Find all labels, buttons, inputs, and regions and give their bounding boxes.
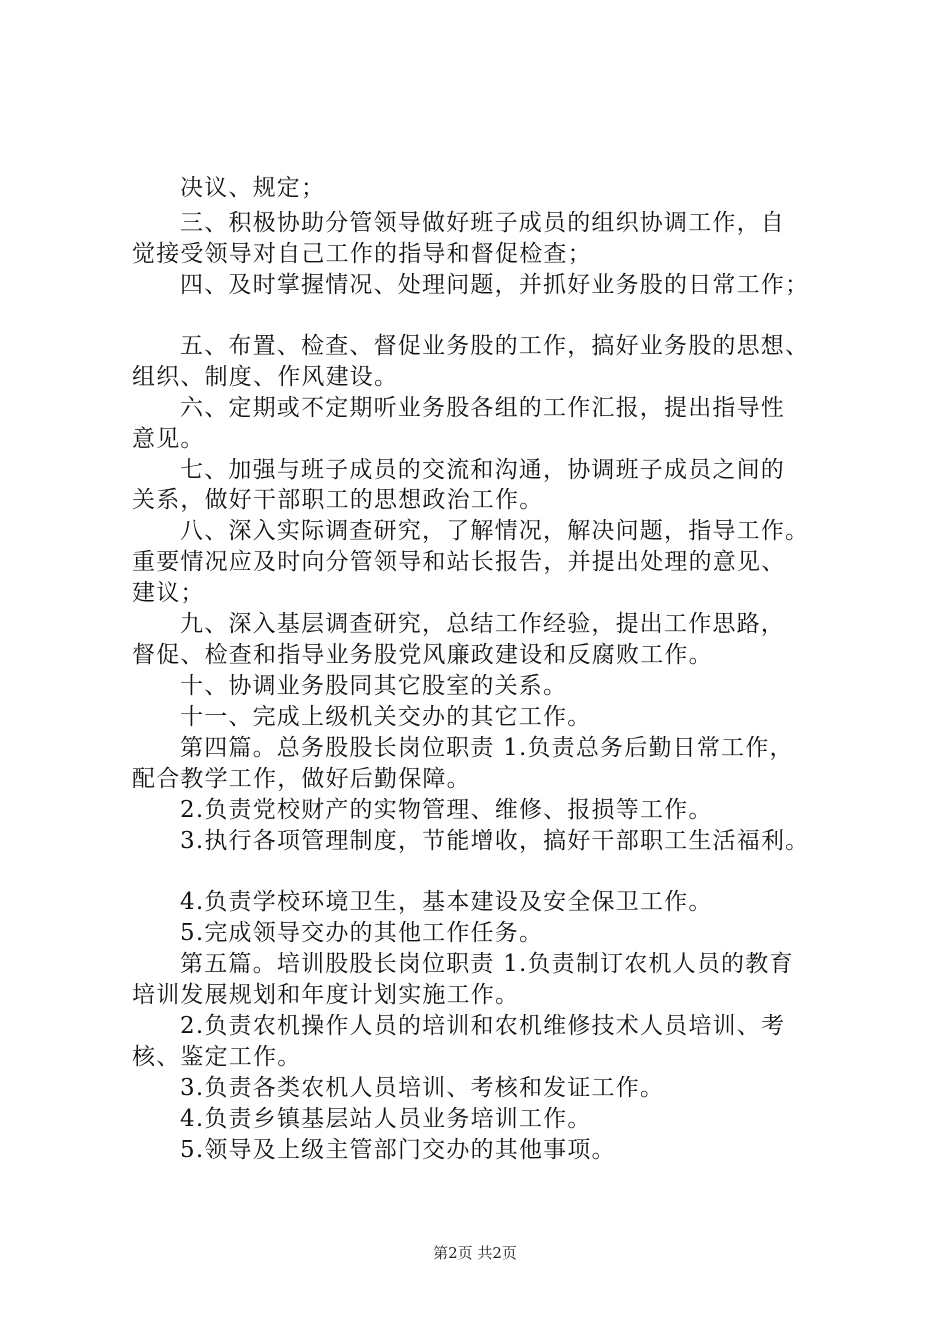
text-line-18: 第四篇。总务股股长岗位职责 1.负责总务后勤日常工作， [180,735,794,761]
page-number-footer: 第2页 共2页 [433,1244,517,1262]
text-line-8: 意见。 [132,426,205,452]
text-line-24: 第五篇。培训股股长岗位职责 1.负责制订农机人员的教育 [180,951,794,977]
text-line-22: 4.负责学校环境卫生，基本建设及安全保卫工作。 [180,889,713,915]
text-line-30: 5.领导及上级主管部门交办的其他事项。 [180,1137,616,1163]
text-line-6: 组织、制度、作风建设。 [132,364,399,390]
text-line-1: 决议、规定； [180,175,326,201]
text-line-17: 十一、完成上级机关交办的其它工作。 [180,704,592,730]
text-line-12: 重要情况应及时向分管领导和站长报告，并提出处理的意见、 [132,549,786,575]
text-line-11: 八、深入实际调查研究，了解情况，解决问题，指导工作。 [180,518,810,544]
text-line-15: 督促、检查和指导业务股党风廉政建设和反腐败工作。 [132,642,713,668]
text-line-13: 建议； [132,580,205,606]
text-line-28: 3.负责各类农机人员培训、考核和发证工作。 [180,1075,665,1101]
text-line-23: 5.完成领导交办的其他工作任务。 [180,920,544,946]
text-line-26: 2.负责农机操作人员的培训和农机维修技术人员培训、考 [180,1013,786,1039]
text-line-2: 三、积极协助分管领导做好班子成员的组织协调工作，自 [180,210,785,236]
text-line-14: 九、深入基层调查研究，总结工作经验，提出工作思路， [180,611,785,637]
text-line-10: 关系，做好干部职工的思想政治工作。 [132,487,544,513]
text-line-25: 培训发展规划和年度计划实施工作。 [132,982,520,1008]
text-line-3: 觉接受领导对自己工作的指导和督促检查； [132,241,592,267]
text-line-20: 2.负责党校财产的实物管理、维修、报损等工作。 [180,797,713,823]
text-line-16: 十、协调业务股同其它股室的关系。 [180,673,568,699]
text-line-9: 七、加强与班子成员的交流和沟通，协调班子成员之间的 [180,457,785,483]
text-line-4: 四、及时掌握情况、处理问题，并抓好业务股的日常工作； [180,272,810,298]
text-line-27: 核、鉴定工作。 [132,1044,302,1070]
text-line-21: 3.执行各项管理制度，节能增收，搞好干部职工生活福利。 [180,828,810,854]
text-line-19: 配合教学工作，做好后勤保障。 [132,766,471,792]
text-line-5: 五、布置、检查、督促业务股的工作，搞好业务股的思想、 [180,333,810,359]
text-line-7: 六、定期或不定期听业务股各组的工作汇报，提出指导性 [180,395,785,421]
text-line-29: 4.负责乡镇基层站人员业务培训工作。 [180,1106,592,1132]
